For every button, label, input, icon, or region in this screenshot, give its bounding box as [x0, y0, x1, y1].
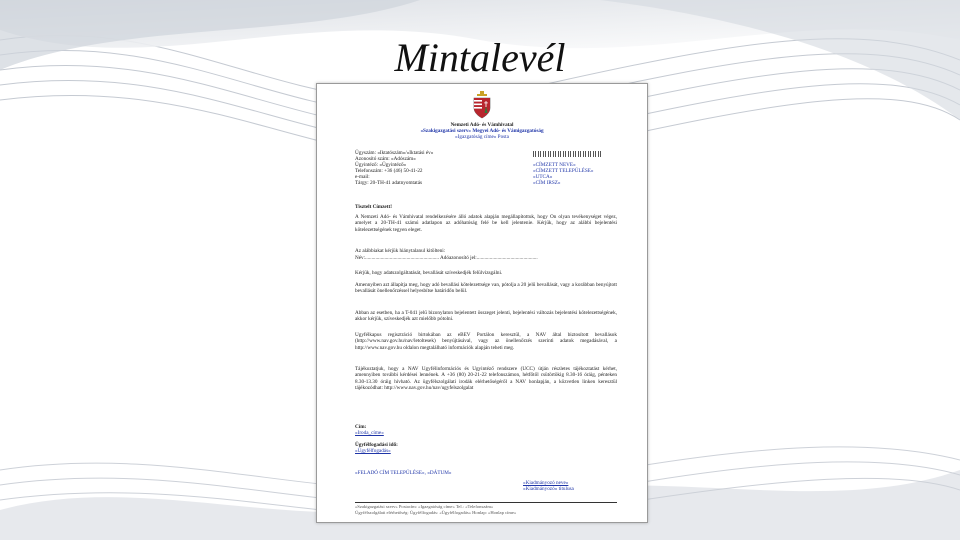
left-block-line-1: Ügyszám: «Iktatószám»/«Iktatási év»	[355, 150, 434, 156]
footer-divider	[355, 502, 617, 503]
coat-of-arms-icon	[471, 89, 493, 119]
signature-title: «Kiadmányozó» titulusa	[523, 486, 574, 492]
signature-name: «Kiadmányozó neve»	[523, 480, 569, 486]
footer-line-1: «Szakigazgatási szerv» Postacím: «Igazgatóság címe» Tel.: «Telefonszám»	[355, 504, 494, 509]
slide-title: Mintalevél	[394, 35, 566, 80]
paragraph-1: A Nemzeti Adó- és Vámhivatal rendelkezésére álló adatok alapján megállapítottuk, hogy Ön olyan tevékenységet végez, amelyet a 20-TH-41 számú adatlapon az adóhatóság felé be kell jelentenie. Kérjük, hogy az alábbi bejelentési kötelezettségének tegyen eleget.	[355, 214, 617, 233]
address-label: Cím:	[355, 424, 367, 430]
recipient-city: «CÍMZETT TELEPÜLÉSE»	[533, 168, 594, 174]
recipient-name: «CÍMZETT NEVE»	[533, 162, 576, 168]
sample-letter	[316, 83, 648, 523]
left-block-line-2: Azonosító szám: «Adószám»	[355, 156, 416, 162]
hours-label: Ügyfélfogadási idő:	[355, 442, 398, 448]
footer-line-2: Ügyfélszolgálati elérhetőség: Ügyfélfogadás: «Ügyfélfogadás» Honlap: «Honlap címe»	[355, 510, 517, 515]
name-field-line: Név:......................................................... Adóazonosító jel:...............................................	[355, 255, 538, 261]
left-block-line-4: Telefonszám: +36 (46) 50-41-22	[355, 168, 423, 174]
place-and-date: «FELADÓ CÍM TELEPÜLÉSE», «DÁTUM»	[355, 470, 452, 476]
paragraph-4: Amennyiben azt állapítja meg, hogy adó bevallási kötelezettsége van, pótolja a 20 jelű bevallását, vagy a korábban benyújtott bevallását önellenőrzéssel helyesbítse határidőn belül.	[355, 282, 617, 295]
recipient-street: «UTCA»	[533, 174, 553, 180]
paragraph-5: Abban az esetben, ha a T-041 jelű bizonylaton bejelentett összeget jelenti, bejelentési változás bejelentési kötelezettségének, akkor kérjük, szíveskedjék azt mielőbb pótolni.	[355, 310, 617, 323]
barcode	[533, 151, 603, 157]
letter-org-name: Nemzeti Adó- és Vámhivatal	[450, 122, 514, 128]
left-block-line-6: Tárgy: 20-TH-41 adatnyomtatás	[355, 180, 423, 186]
letter-org-sub2: «Igazgatóság címe» Posta	[455, 134, 509, 140]
salutation: Tisztelt Címzett!	[355, 204, 392, 210]
address-value: «Iroda_címe»	[355, 430, 384, 436]
paragraph-6: Ügyfélkapus regisztráció birtokában az eBEV Portálon keresztül, a NAV által biztosított bevallások (http://www.nav.gov.hu/nav/letoltesek) benyújtásával, vagy az önellenőrzés szerinti adatok megadásával, a http://www.nav.gov.hu oldalon megtalálható információk alapján teheti meg.	[355, 332, 617, 351]
paragraph-3: Kérjük, hogy adatszolgáltatását, bevallását szíveskedjék felülvizsgálni.	[355, 270, 503, 276]
letter-org-sub1: «Szakigazgatási szerv» Megyei Adó- és Vámigazgatóság	[420, 128, 544, 134]
paragraph-2: Az alábbiakat kérjük hiánytalanul kitölteni:	[355, 248, 446, 254]
recipient-zip: «CÍM IRSZ»	[533, 180, 561, 186]
left-block-line-3: Ügyintéző: «Ügyintéző»	[355, 162, 407, 168]
left-block-line-5: e-mail:	[355, 174, 370, 180]
paragraph-7: Tájékoztatjuk, hogy a NAV Ügyfélinformációs és Ügyintéző rendszere (ÜCC) útján részletes tájékoztatást kérhet, amennyiben további kérdései lennének. A +36 (80) 20-21-22 telefonszámon, hétfőtől csütörtökig 8.30-16 óráig, pénteken 8.30-13.30 óráig hívható. Az ügyfélszolgálati irodák elérhetőségéről a NAV honlapján, a közvetlen linken keresztül tájékozódhat: http://www.nav.gov.hu/nav/ugyfelszolgalat	[355, 366, 617, 392]
hours-value: «Ügyfélfogadás»	[355, 448, 391, 454]
